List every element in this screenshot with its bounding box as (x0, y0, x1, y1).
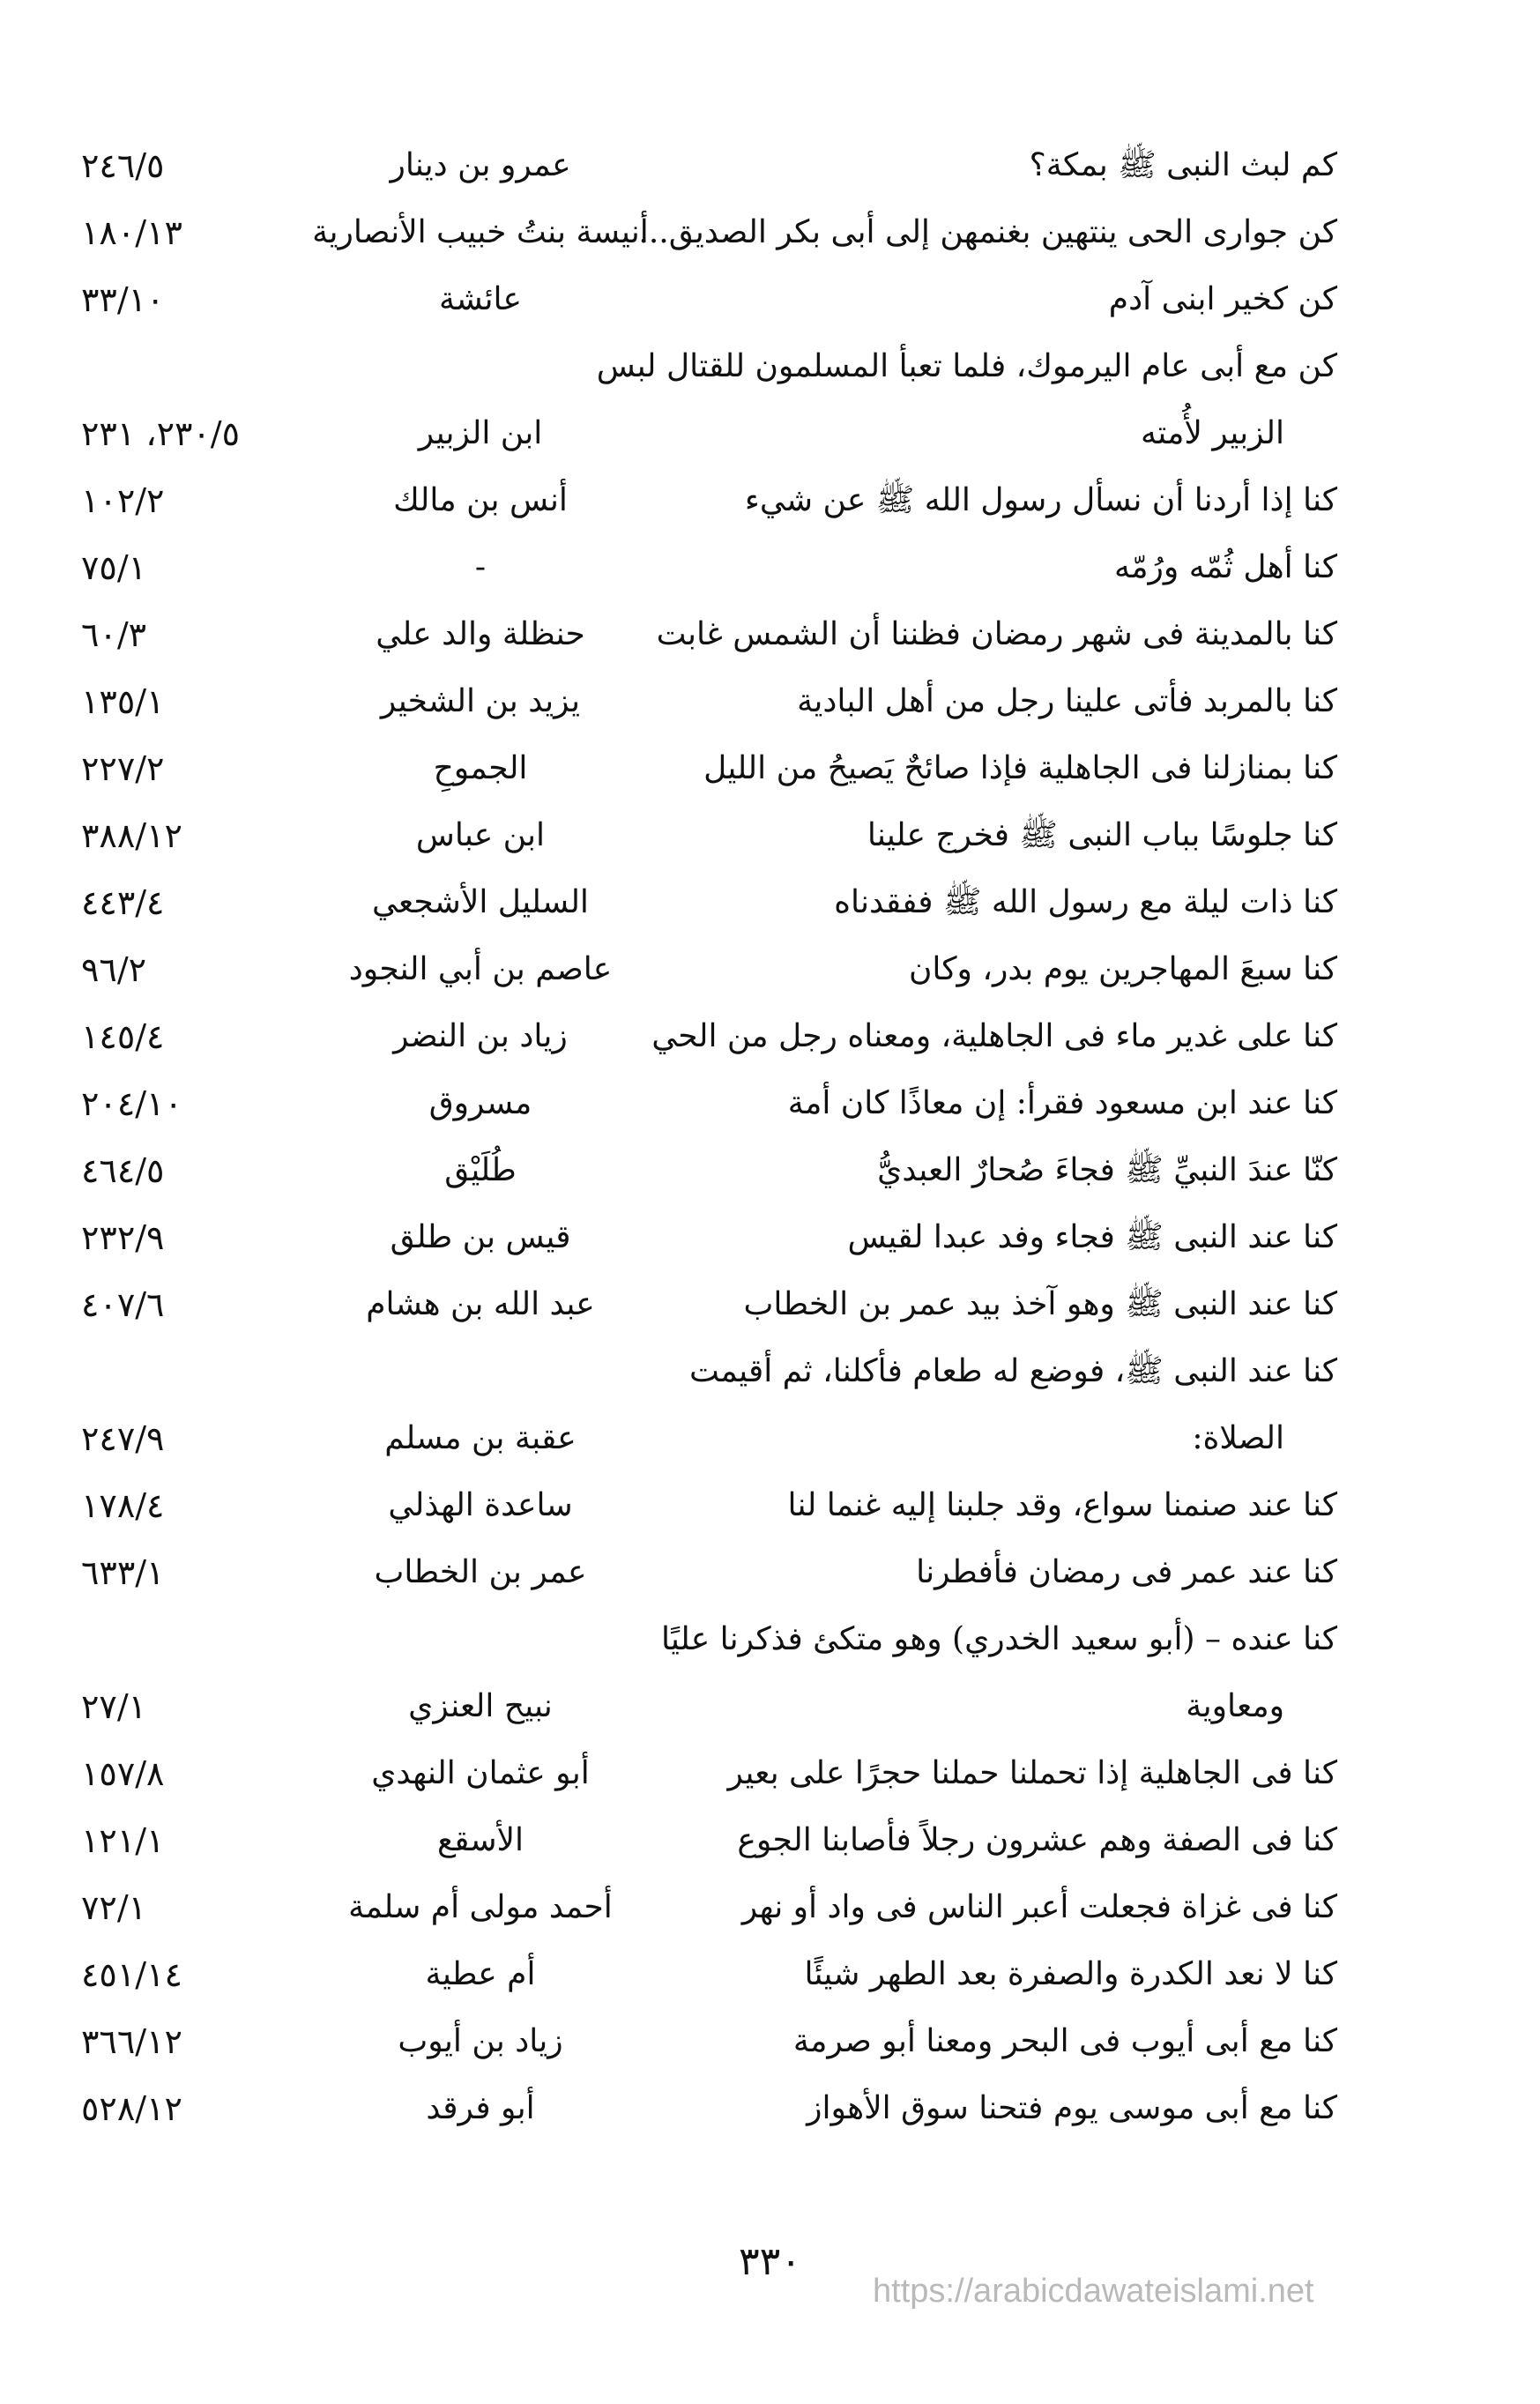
volume-page-ref: ١٤٥/٤ (81, 1017, 165, 1056)
hadith-text (667, 1807, 1337, 1874)
hadith-text-line: كنا عند النبى ﷺ، فوضع له طعام فأكلنا، ثم أقيمت (689, 1353, 1337, 1389)
hadith-text (667, 1338, 1337, 1472)
hadith-text-continuation: ومعاوية (1186, 1688, 1284, 1724)
volume-page-ref: ١٥٧/٨ (81, 1754, 165, 1793)
hadith-text (667, 132, 1337, 199)
hadith-text-line: كنا جلوسًا بباب النبى ﷺ فخرج علينا (867, 817, 1337, 853)
index-entry (0, 1807, 1540, 1874)
hadith-text-line: كن كخير ابنى آدم (1108, 281, 1337, 317)
volume-page-ref: ١٢١/١ (81, 1821, 165, 1860)
volume-page-ref: ٢٢٧/٢ (81, 749, 165, 788)
narrator-name: الجموحِ (433, 750, 528, 786)
hadith-text (667, 1941, 1337, 2008)
index-entry (0, 1003, 1540, 1070)
volume-page-ref: ١٠٢/٢ (81, 481, 165, 520)
narrator-name: قيس بن طلق (390, 1219, 571, 1255)
narrator-name: أحمد مولى أم سلمة (348, 1889, 613, 1925)
volume-page-ref: ٣٦٦/١٢ (81, 2022, 182, 2061)
narrator-name: ساعدة الهذلي (388, 1487, 573, 1523)
narrator-name: أنيسة بنتُ خبيب الأنصارية (312, 214, 649, 250)
index-entry (0, 1539, 1540, 1606)
hadith-text-line: كنا بالمدينة فى شهر رمضان فظننا أن الشمس غابت (656, 616, 1337, 652)
narrator-name: ابن عباس (415, 817, 546, 853)
index-entry (0, 1137, 1540, 1204)
narrator-name: عاصم بن أبي النجود (348, 951, 613, 987)
narrator-name: نبيح العنزي (408, 1688, 553, 1724)
narrator-name: أبو فرقد (426, 2090, 535, 2126)
index-entry (0, 601, 1540, 668)
hadith-text-line: كنا إذا أردنا أن نسأل رسول الله ﷺ عن شيء (744, 482, 1337, 518)
hadith-text (667, 1874, 1337, 1941)
hadith-text (667, 735, 1337, 802)
hadith-text (667, 668, 1337, 735)
index-entry (0, 132, 1540, 199)
hadith-text (667, 1204, 1337, 1271)
volume-page-ref: ٣٨٨/١٢ (81, 816, 182, 855)
index-entry (0, 467, 1540, 534)
hadith-text (651, 1003, 1337, 1070)
volume-page-ref: ٥٢٨/١٢ (81, 2089, 182, 2128)
volume-page-ref: ٧٢/١ (81, 1888, 147, 1927)
hadith-text-line: كنا سبعَ المهاجرين يوم بدر، وكان (908, 951, 1337, 987)
volume-page-ref: ٢٤٦/٥ (81, 146, 165, 185)
hadith-text (596, 333, 1337, 467)
volume-page-ref: ٢٧/١ (81, 1687, 147, 1726)
volume-page-ref: ٤٠٧/٦ (81, 1285, 165, 1324)
volume-page-ref: ٢٣٢/٩ (81, 1218, 165, 1257)
index-entry (0, 1204, 1540, 1271)
index-entry (0, 199, 1540, 266)
hadith-text-line: كنا عند صنمنا سواع، وقد جلبنا إليه غنما لنا (787, 1487, 1337, 1523)
volume-page-ref: ٦٠/٣ (81, 615, 147, 654)
narrator-name: زياد بن النضر (393, 1018, 568, 1054)
narrator-name: مسروق (428, 1085, 532, 1121)
hadith-text-line: كنا لا نعد الكدرة والصفرة بعد الطهر شيئًا (804, 1956, 1337, 1992)
index-entry (0, 1606, 1540, 1740)
page-number: ٣٣٠ (739, 2239, 801, 2284)
watermark-url: https://arabicdawateislami.net (873, 2273, 1314, 2310)
narrator-name: السليل الأشجعي (372, 884, 589, 920)
narrator-name: زياد بن أيوب (398, 2023, 563, 2059)
narrator-name: طُلَيْق (444, 1152, 517, 1188)
volume-page-ref: ٧٥/١ (81, 548, 147, 587)
hadith-text-line: كنا عند النبى ﷺ وهو آخذ بيد عمر بن الخطاب (743, 1286, 1337, 1322)
hadith-text (667, 1070, 1337, 1137)
narrator-name: أبو عثمان النهدي (371, 1755, 590, 1791)
volume-page-ref: ٤٦٤/٥ (81, 1151, 165, 1190)
index-entry (0, 735, 1540, 802)
hadith-text-line: كن مع أبى عام اليرموك، فلما تعبأ المسلمون للقتال لبس (596, 348, 1337, 384)
hadith-text-line: كنا بمنازلنا فى الجاهلية فإذا صائحٌ يَصيحُ من الليل (703, 750, 1337, 786)
hadith-text-line: كن جوارى الحى ينتهين بغنمهن إلى أبى بكر الصديق... (638, 214, 1337, 250)
hadith-text-line: كنّا عندَ النبيِّ ﷺ فجاءَ صُحارٌ العبديُّ (877, 1152, 1337, 1188)
narrator-name: عقبة بن مسلم (384, 1420, 577, 1456)
index-entry (0, 869, 1540, 936)
hadith-text (667, 266, 1337, 333)
index-entry (0, 1271, 1540, 1338)
volume-page-ref: ١٨٠/١٣ (81, 213, 182, 252)
hadith-text-line: كنا أهل ثُمّه ورُمّه (1113, 549, 1337, 585)
index-entry (0, 1941, 1540, 2008)
index-entry (0, 1740, 1540, 1807)
hadith-text (667, 1740, 1337, 1807)
narrator-name: عبد الله بن هشام (366, 1286, 595, 1322)
hadith-text-line: كم لبث النبى ﷺ بمكة؟ (1029, 147, 1337, 183)
hadith-text-line: كنا ذات ليلة مع رسول الله ﷺ ففقدناه (834, 884, 1337, 920)
hadith-text (667, 467, 1337, 534)
hadith-text-line: كنا على غدير ماء فى الجاهلية، ومعناه رجل من الحي (651, 1018, 1337, 1054)
volume-page-ref: ١٧٨/٤ (81, 1486, 165, 1525)
hadith-text (667, 2075, 1337, 2142)
narrator-name: يزيد بن الشخير (380, 683, 581, 719)
volume-page-ref: ٤٥١/١٤ (81, 1955, 182, 1994)
hadith-text (667, 1137, 1337, 1204)
hadith-text (660, 1606, 1337, 1740)
hadith-text-line: كنا فى الصفة وهم عشرون رجلاً فأصابنا الجوع (737, 1822, 1337, 1858)
narrator-name: أم عطية (425, 1956, 536, 1992)
volume-page-ref: ٢٣٠/٥، ٢٣١ (81, 414, 241, 453)
hadith-text-line: كنا مع أبى موسى يوم فتحنا سوق الأهواز (807, 2090, 1337, 2126)
index-entry (0, 534, 1540, 601)
index-entry (0, 1472, 1540, 1539)
hadith-text (638, 199, 1337, 266)
narrator-name: حنظلة والد علي (376, 616, 585, 652)
hadith-text-line: كنا عند النبى ﷺ فجاء وفد عبدا لقيس (847, 1219, 1337, 1255)
hadith-text-continuation: الصلاة: (1192, 1420, 1284, 1456)
index-entry (0, 1338, 1540, 1472)
index-entry (0, 2008, 1540, 2075)
hadith-text (656, 601, 1337, 668)
index-entry (0, 266, 1540, 333)
hadith-text-line: كنا فى الجاهلية إذا تحملنا حملنا حجرًا على بعير (727, 1755, 1337, 1791)
narrator-name: عمر بن الخطاب (374, 1554, 587, 1590)
narrator-name: ابن الزبير (418, 415, 543, 451)
volume-page-ref: ٦٣٣/١ (81, 1553, 165, 1592)
narrator-name: عائشة (439, 281, 522, 317)
index-entry (0, 1070, 1540, 1137)
volume-page-ref: ١٣٥/١ (81, 682, 165, 721)
index-entry (0, 2075, 1540, 2142)
index-entry (0, 668, 1540, 735)
hadith-text (667, 1539, 1337, 1606)
narrator-name: الأسقع (436, 1822, 524, 1858)
hadith-text-line: كنا مع أبى أيوب فى البحر ومعنا أبو صرمة (792, 2023, 1337, 2059)
volume-page-ref: ٩٦/٢ (81, 950, 147, 989)
hadith-text (667, 534, 1337, 601)
hadith-text-line: كنا عنده – (أبو سعيد الخدري) وهو متكئ فذكرنا عليًا (660, 1621, 1337, 1657)
volume-page-ref: ٤٤٣/٤ (81, 883, 165, 922)
volume-page-ref: ٢٠٤/١٠ (81, 1084, 182, 1123)
hadith-text (667, 1271, 1337, 1338)
narrator-name: أنس بن مالك (393, 482, 568, 518)
hadith-text (667, 2008, 1337, 2075)
index-entry (0, 802, 1540, 869)
narrator-name: عمرو بن دينار (390, 147, 571, 183)
volume-page-ref: ٣٣/١٠ (81, 280, 165, 319)
hadith-text (667, 802, 1337, 869)
index-list (0, 132, 1540, 2142)
narrator-name: - (474, 549, 487, 585)
hadith-text (667, 1472, 1337, 1539)
index-entry (0, 936, 1540, 1003)
hadith-text (667, 869, 1337, 936)
hadith-text (667, 936, 1337, 1003)
index-entry (0, 333, 1540, 467)
hadith-text-line: كنا فى غزاة فجعلت أعبر الناس فى واد أو نهر (741, 1889, 1337, 1925)
hadith-text-continuation: الزبير لأُمته (1140, 415, 1284, 451)
volume-page-ref: ٢٤٧/٩ (81, 1419, 165, 1458)
hadith-text-line: كنا عند عمر فى رمضان فأفطرنا (916, 1554, 1337, 1590)
hadith-text-line: كنا بالمربد فأتى علينا رجل من أهل البادية (797, 683, 1337, 719)
index-entry (0, 1874, 1540, 1941)
hadith-text-line: كنا عند ابن مسعود فقرأ: إن معاذًا كان أمة (787, 1085, 1337, 1121)
